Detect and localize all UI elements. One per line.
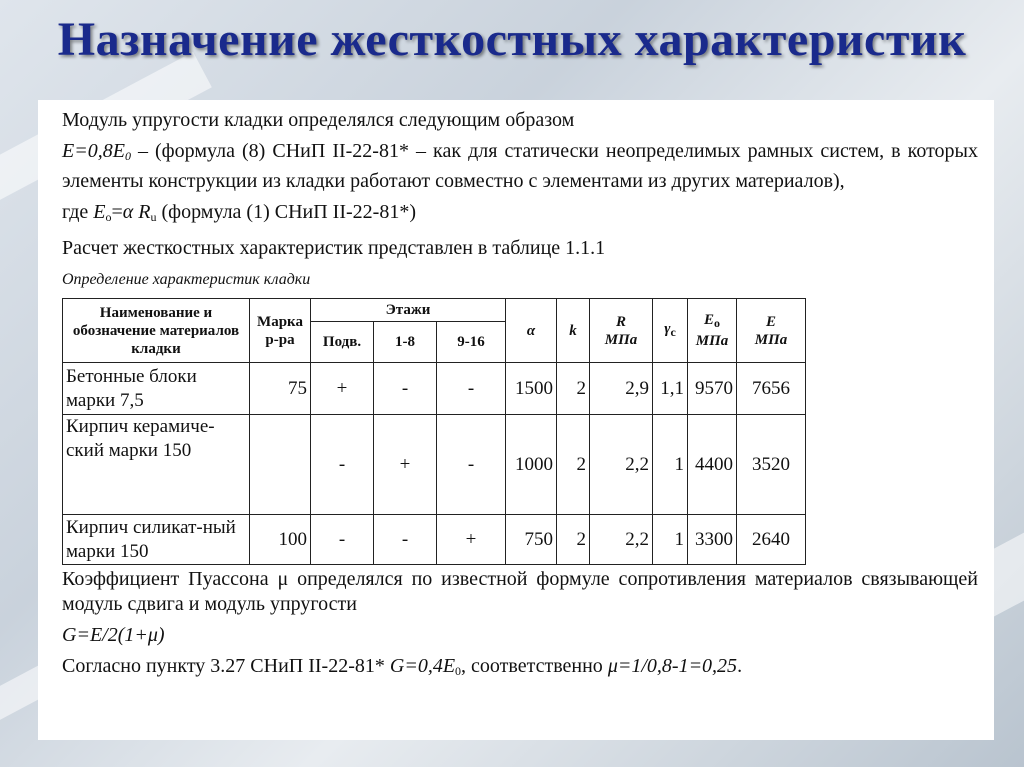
cell-gamma: 1 bbox=[653, 415, 688, 515]
masonry-table bbox=[62, 298, 806, 565]
cell-e0: 9570 bbox=[688, 363, 737, 415]
cell-name: Кирпич керамиче-ский марки 150 bbox=[63, 415, 250, 515]
cell-floor-9-16: + bbox=[437, 515, 506, 565]
cell-gamma: 1 bbox=[653, 515, 688, 565]
table-row bbox=[63, 415, 806, 515]
table-caption: Определение характеристик кладки bbox=[62, 271, 311, 288]
cell-e: 7656 bbox=[737, 363, 806, 415]
cell-grade: 100 bbox=[250, 515, 311, 565]
paragraph-formula-8 bbox=[62, 139, 978, 194]
header-floor-9-16: 9-16 bbox=[437, 322, 506, 363]
cell-floor-9-16: - bbox=[437, 363, 506, 415]
table-row bbox=[63, 363, 806, 415]
table-row bbox=[63, 515, 806, 565]
formula-shear-modulus: G=E/2(1+μ) bbox=[62, 624, 165, 646]
cell-floor-1-8: - bbox=[374, 515, 437, 565]
cell-floor-1-8: - bbox=[374, 363, 437, 415]
content-panel bbox=[38, 100, 994, 740]
cell-r: 2,2 bbox=[590, 515, 653, 565]
cell-alpha: 1500 bbox=[506, 363, 557, 415]
paragraph-table-ref: Расчет жесткостных характеристик представлен в таблице 1.1.1 bbox=[62, 237, 606, 259]
cell-k: 2 bbox=[557, 415, 590, 515]
cell-floor-9-16: - bbox=[437, 415, 506, 515]
header-e: E МПа bbox=[737, 299, 806, 363]
cell-k: 2 bbox=[557, 363, 590, 415]
cell-grade bbox=[250, 415, 311, 515]
paragraph-where: где $E_o=\alpha$ $R_u$ (формула (1) СНиП II-22-81*) bbox=[62, 201, 416, 224]
header-floor-1-8: 1-8 bbox=[374, 322, 437, 363]
paragraph-modulus: Модуль упругости кладки определялся следующим образом bbox=[62, 109, 575, 131]
cell-gamma: 1,1 bbox=[653, 363, 688, 415]
header-name: Наименование и обозначение материалов кладки bbox=[63, 299, 250, 363]
slide-content bbox=[62, 108, 978, 690]
header-floor-basement: Подв. bbox=[311, 322, 374, 363]
cell-floor-basement: - bbox=[311, 515, 374, 565]
alpha-symbol: α bbox=[122, 201, 134, 223]
cell-floor-basement: - bbox=[311, 415, 374, 515]
slide-title: Назначение жесткостных характеристик bbox=[57, 13, 967, 66]
cell-e0: 4400 bbox=[688, 415, 737, 515]
cell-e: 3520 bbox=[737, 415, 806, 515]
cell-alpha: 1000 bbox=[506, 415, 557, 515]
cell-name: Кирпич силикат-ный марки 150 bbox=[63, 515, 250, 565]
cell-e0: 3300 bbox=[688, 515, 737, 565]
cell-grade: 75 bbox=[250, 363, 311, 415]
header-floors: Этажи bbox=[311, 299, 506, 322]
header-e0: $E_o$ МПа bbox=[688, 299, 737, 363]
cell-e: 2640 bbox=[737, 515, 806, 565]
header-alpha: α bbox=[506, 299, 557, 363]
cell-r: 2,2 bbox=[590, 415, 653, 515]
cell-k: 2 bbox=[557, 515, 590, 565]
cell-alpha: 750 bbox=[506, 515, 557, 565]
cell-floor-1-8: + bbox=[374, 415, 437, 515]
paragraph-poisson: Коэффициент Пуассона μ определялся по известной формуле сопротивления материалов связывающей модуль сдвига и модуль упругости bbox=[62, 568, 978, 615]
cell-floor-basement: + bbox=[311, 363, 374, 415]
header-k: k bbox=[557, 299, 590, 363]
formula-result: μ=1/0,8-1=0,25 bbox=[607, 655, 738, 677]
cell-name: Бетонные блоки марки 7,5 bbox=[63, 363, 250, 415]
formula-e: $E=0,8E_0$ bbox=[62, 140, 131, 163]
cell-r: 2,9 bbox=[590, 363, 653, 415]
paragraph-conclusion: Согласно пункту 3.27 СНиП II-22-81* $G=0,4E_0$, соответственно μ=1/0,8-1=0,25. bbox=[62, 655, 743, 678]
header-r: R МПа bbox=[590, 299, 653, 363]
header-gamma: $\gamma_c$ bbox=[653, 299, 688, 363]
header-grade: Марка р-ра bbox=[250, 299, 311, 363]
paragraph-formula-8-text: – (формула (8) СНиП II-22-81* – как для статически неопределимых рамных систем, в которых элементы конструкции из кладки работают совместно с элементами из других материалов), bbox=[62, 140, 978, 192]
